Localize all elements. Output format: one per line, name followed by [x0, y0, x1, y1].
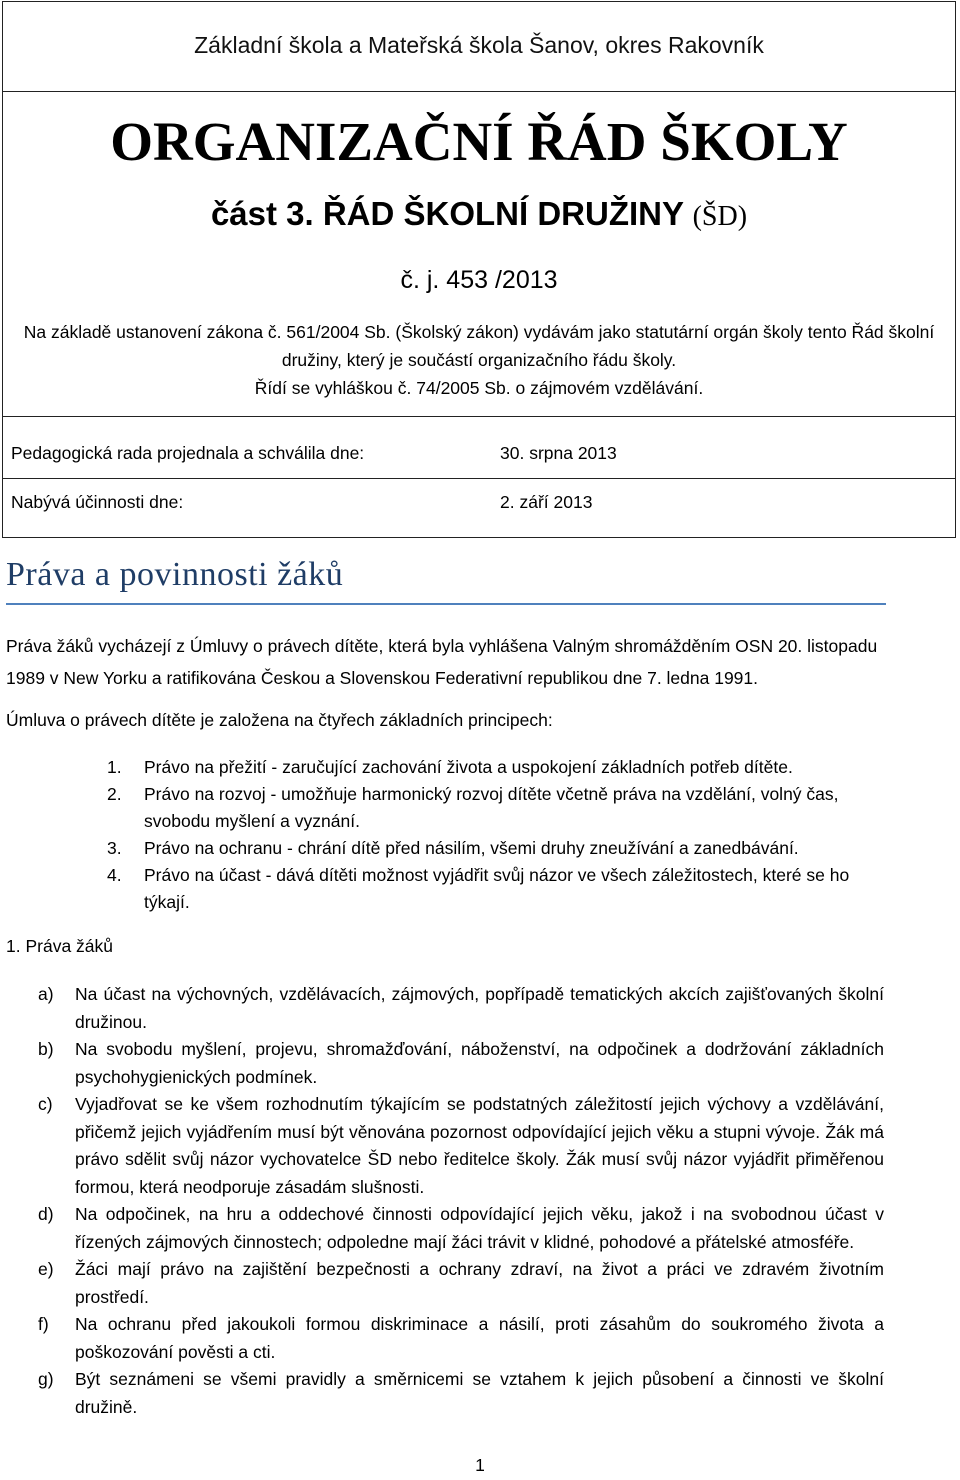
- reference-number: č. j. 453 /2013: [400, 266, 558, 294]
- item-number: 4.: [107, 865, 122, 885]
- document-subtitle: [3, 195, 955, 233]
- rights-heading: 1. Práva žáků: [6, 936, 113, 956]
- item-letter: b): [38, 1039, 54, 1059]
- header-school-box: [2, 1, 956, 93]
- legal-line: družiny, který je součástí organizačního řádu školy.: [281, 350, 677, 370]
- item-text: Na svobodu myšlení, projevu, shromažďování, náboženství, na odpočinek a dodržování základních psychohygienických podmínek.: [75, 1039, 884, 1087]
- heading-underline: [6, 603, 886, 605]
- principles-list: [107, 754, 867, 916]
- item-text: Na ochranu před jakoukoli formou diskriminace a násilí, proti zásahům do soukromého života a poškozování pověsti a cti.: [75, 1314, 884, 1362]
- list-item: [107, 862, 867, 916]
- item-number: 2.: [107, 784, 122, 804]
- list-item: [38, 981, 884, 1036]
- list-item: [38, 1256, 884, 1311]
- effective-label: Nabývá účinnosti dne:: [11, 492, 184, 512]
- document-title: ORGANIZAČNÍ ŘÁD ŠKOLY: [110, 111, 848, 172]
- intro-line: 1989 v New Yorku a ratifikována Českou a Slovenskou Federativní republikou dne 7. ledna 1991.: [6, 668, 759, 688]
- section-heading: Práva a povinnosti žáků: [6, 556, 344, 593]
- item-letter: a): [38, 984, 54, 1004]
- item-text: Na účast na výchovných, vzdělávacích, zájmových, popřípadě tematických akcích zajišťovaných školní družinou.: [75, 984, 884, 1032]
- item-text: Žáci mají právo na zajištění bezpečnosti a ochrany zdraví, na život a práci ve zdravém životním prostředí.: [75, 1259, 884, 1307]
- item-text: Právo na účast - dává dítěti možnost vyjádřit svůj názor ve všech záležitostech, které se ho týkají.: [144, 865, 850, 912]
- header-title-box: [2, 91, 956, 538]
- list-item: [107, 754, 867, 781]
- rights-list: [38, 981, 884, 1421]
- item-letter: g): [38, 1369, 54, 1389]
- item-letter: d): [38, 1204, 54, 1224]
- list-item: [107, 835, 867, 862]
- item-text: Právo na rozvoj - umožňuje harmonický rozvoj dítěte včetně práva na vzdělání, volný čas, svobodu myšlení a vyznání.: [144, 784, 839, 831]
- principles-intro: Úmluva o právech dítěte je založena na čtyřech základních principech:: [6, 710, 553, 730]
- list-item: [38, 1201, 884, 1256]
- item-text: Na odpočinek, na hru a oddechové činnosti odpovídající jejich věku, jakož i na svobodnou účast v řízených zájmových činnostech; odpoledne mají žáci trávit v klidné, pohodové a přátelské atmosféře.: [75, 1204, 884, 1252]
- item-letter: c): [38, 1094, 53, 1114]
- approval-date: 30. srpna 2013: [500, 443, 617, 463]
- list-item: [38, 1036, 884, 1091]
- list-item: [38, 1311, 884, 1366]
- item-number: 1.: [107, 757, 122, 777]
- legal-line: Řídí se vyhláškou č. 74/2005 Sb. o zájmovém vzdělávání.: [254, 378, 704, 398]
- list-item: [38, 1366, 884, 1421]
- subtitle-text: část 3. ŘÁD ŠKOLNÍ DRUŽINY: [210, 195, 684, 232]
- item-text: Právo na přežití - zaručující zachování života a uspokojení základních potřeb dítěte.: [144, 757, 793, 777]
- item-letter: e): [38, 1259, 54, 1279]
- subtitle-abbr: (ŠD): [692, 201, 748, 232]
- item-text: Být seznámeni se všemi pravidly a směrnicemi se vztahem k jejich působení a činnosti ve školní družině.: [75, 1369, 884, 1417]
- divider: [3, 416, 955, 417]
- divider: [3, 478, 955, 479]
- page-number: 1: [475, 1455, 485, 1475]
- item-text: Právo na ochranu - chrání dítě před násilím, všemi druhy zneužívání a zanedbávání.: [144, 838, 799, 858]
- intro-line: Práva žáků vycházejí z Úmluvy o právech dítěte, která byla vyhlášena Valným shromážděním OSN 20. listopadu: [6, 636, 878, 656]
- approval-label: Pedagogická rada projednala a schválila dne:: [11, 443, 365, 463]
- item-text: Vyjadřovat se ke všem rozhodnutím týkajícím se podstatných záležitostí jejich výchovy a vzdělávání, přičemž jejich vyjádřením musí být věnována pozornost odpovídající jejich věku a stupni vývoje. Žák má právo sdělit svůj názor vychovatelce ŠD nebo ředitelce školy. Žák musí svůj názor vyjádřit přiměřenou formou, která neodporuje zásadám slušnosti.: [75, 1094, 884, 1197]
- school-name: Základní škola a Mateřská škola Šanov, okres Rakovník: [194, 32, 764, 58]
- item-letter: f): [38, 1314, 49, 1334]
- legal-line: Na základě ustanovení zákona č. 561/2004 Sb. (Školský zákon) vydávám jako statutární orgán školy tento Řád školní: [23, 322, 935, 342]
- list-item: [38, 1091, 884, 1201]
- legal-basis: [23, 318, 935, 402]
- effective-date: 2. září 2013: [500, 492, 593, 512]
- list-item: [107, 781, 867, 835]
- intro-paragraph: [6, 630, 946, 694]
- item-number: 3.: [107, 838, 122, 858]
